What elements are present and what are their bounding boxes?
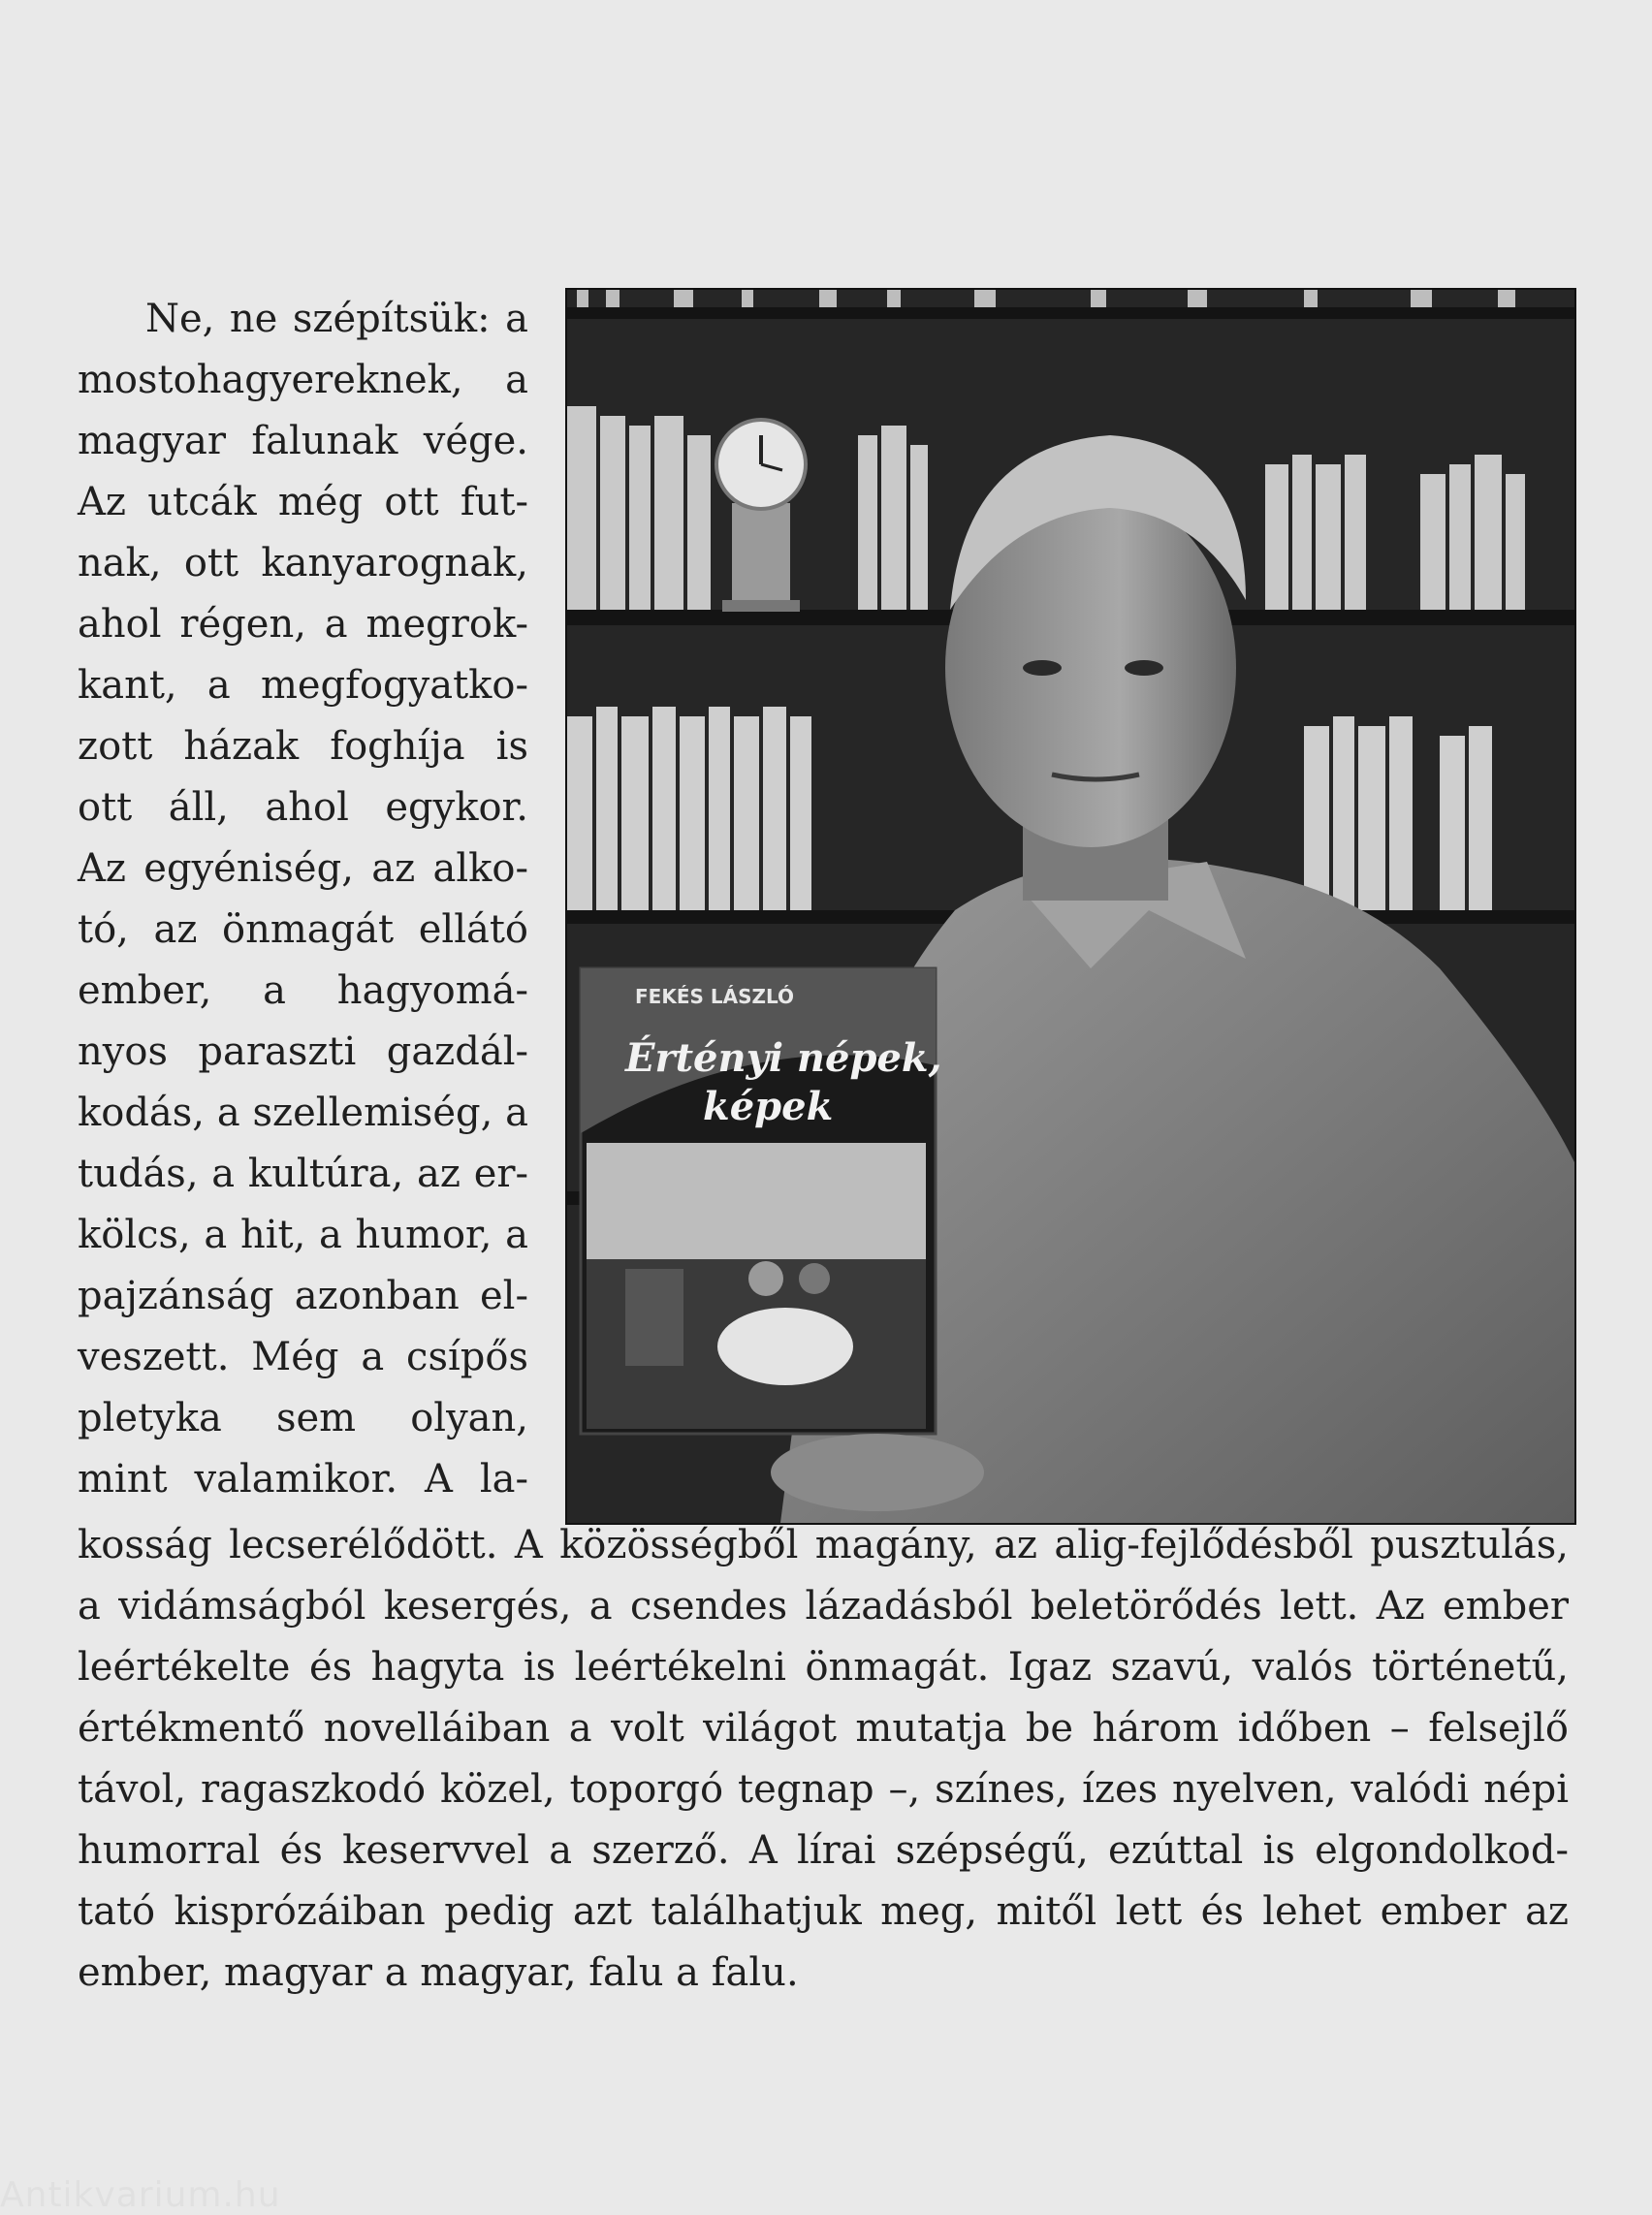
- text-line: tató kisprózáiban pedig azt találhatjuk meg, mitől lett és lehet ember az: [78, 1889, 1569, 1934]
- text-line: távol, ragaszkodó közel, toporgó tegnap –, színes, ízes nyelven, valódi népi: [78, 1767, 1569, 1812]
- text-line: zott házak foghíja is: [78, 724, 528, 769]
- text-line: humorral és keservvel a szerző. A lírai szépségű, ezúttal is elgondolkod-: [78, 1828, 1569, 1873]
- text-line: ott áll, ahol egykor.: [78, 785, 528, 830]
- text-line: tó, az önmagát ellátó: [78, 907, 528, 952]
- text-line: kant, a megfogyatko-: [78, 663, 528, 708]
- text-line: értékmentő novelláiban a volt világot mutatja be három időben – felsejlő: [78, 1706, 1569, 1751]
- text-line: ember, magyar a magyar, falu a falu.: [78, 1950, 799, 1995]
- author-photo-illustration: [567, 290, 1574, 1523]
- text-line: kodás, a szellemiség, a: [78, 1091, 528, 1135]
- text-line: pletyka sem olyan,: [78, 1396, 528, 1440]
- text-line: pajzánság azonban el-: [78, 1274, 528, 1318]
- watermark: Antikvarium.hu: [0, 2175, 281, 2215]
- book-title-line-2: képek: [703, 1084, 834, 1129]
- text-line: ahol régen, a megrok-: [78, 602, 528, 647]
- text-line: leértékelte és hagyta is leértékelni önmagát. Igaz szavú, valós történetű,: [78, 1645, 1569, 1690]
- held-book: [581, 968, 942, 1434]
- text-line: kölcs, a hit, a humor, a: [78, 1213, 528, 1257]
- text-line: magyar falunak vége.: [78, 419, 528, 463]
- text-line: Ne, ne szépítsük: a: [145, 297, 528, 341]
- text-line: Az egyéniség, az alko-: [78, 846, 528, 891]
- text-line: tudás, a kultúra, az er-: [78, 1152, 528, 1196]
- text-line: kosság lecserélődött. A közösségből magány, az alig-fejlődésből pusztulás,: [78, 1523, 1569, 1567]
- author-photo: [565, 288, 1576, 1525]
- text-line: mint valamikor. A la-: [78, 1457, 528, 1502]
- book-title-line-1: Értényi népek,: [625, 1035, 942, 1081]
- book-author-label: FEKÉS LÁSZLÓ: [635, 985, 795, 1008]
- text-line: ember, a hagyomá-: [78, 968, 528, 1013]
- text-line: veszett. Még a csípős: [78, 1335, 528, 1379]
- text-line: a vidámságból kesergés, a csendes lázadásból beletörődés lett. Az ember: [78, 1584, 1569, 1629]
- text-line: nyos paraszti gazdál-: [78, 1029, 528, 1074]
- text-line: mostohagyereknek, a: [78, 358, 528, 402]
- text-line: nak, ott kanyarognak,: [78, 541, 528, 585]
- text-line: Az utcák még ott fut-: [78, 480, 528, 524]
